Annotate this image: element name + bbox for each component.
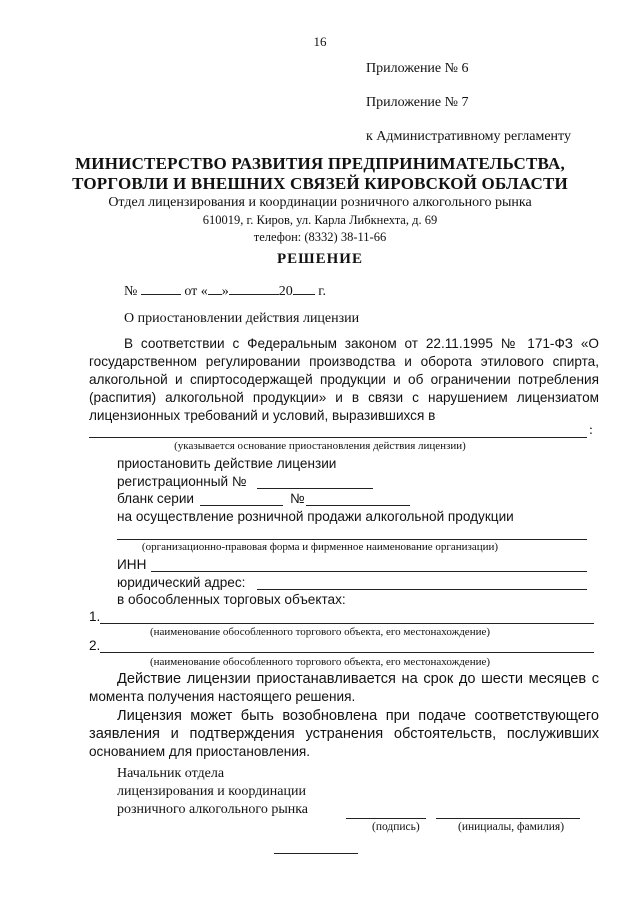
caption-basis: (указывается основание приостановления действия лицензии) (174, 440, 466, 452)
renew-line3: основанием для приостановления. (89, 744, 311, 759)
inn-label: ИНН (117, 557, 147, 572)
legal-address-label: юридический адрес: (117, 575, 246, 590)
department-name: Отдел лицензирования и координации розничного алкогольного рынка (108, 195, 532, 210)
date-from-label: от « (184, 284, 208, 299)
organization-blank-line[interactable] (117, 539, 587, 540)
reg-number-label: регистрационный № (117, 474, 247, 489)
signature-title-line2: лицензирования и координации (117, 784, 306, 799)
blank-number-blank[interactable] (306, 505, 410, 506)
separate-objects-label: в обособленных торговых объектах: (117, 592, 346, 607)
signature-title-line3: розничного алкогольного рынка (117, 802, 309, 817)
page-number: 16 (313, 34, 327, 49)
para1-line5: лицензионных требований и условий, выразившихся в (89, 408, 436, 423)
annex-7-label: Приложение № 7 (366, 95, 469, 110)
annex-6-label: Приложение № 6 (366, 61, 469, 76)
para1-line2: государственном регулировании производства и оборота этилового спирта, (89, 354, 599, 369)
day-blank[interactable] (208, 282, 222, 295)
annex-reference: к Административному регламенту (366, 129, 571, 144)
number-sign: № (124, 284, 138, 299)
renew-line1: Лицензия может быть возобновлена при подаче соответствующего (117, 708, 599, 724)
blank-series-label: бланк серии (117, 491, 195, 506)
object-item-2-number: 2. (89, 638, 101, 653)
signature-title-line1: Начальник отдела (117, 766, 225, 781)
retail-sale-text: на осуществление розничной продажи алкогольной продукции (117, 509, 514, 524)
signature-blank[interactable] (346, 818, 426, 819)
suspend-license-text: приостановить действие лицензии (117, 456, 337, 471)
series-blank[interactable] (200, 505, 283, 506)
basis-blank-line[interactable] (89, 437, 587, 438)
year-blank[interactable] (293, 282, 315, 295)
renew-line2: заявления и подтверждения устранения обстоятельств, послуживших (89, 726, 599, 742)
decision-title: РЕШЕНИЕ (277, 251, 363, 267)
inn-blank[interactable] (151, 571, 587, 572)
object-item-2-blank[interactable] (100, 652, 594, 653)
term-line1: Действие лицензии приостанавливается на срок до шести месяцев с (117, 671, 599, 687)
object-item-1-blank[interactable] (100, 623, 594, 624)
name-blank[interactable] (436, 818, 580, 819)
ministry-title-line1: МИНИСТЕРСТВО РАЗВИТИЯ ПРЕДПРИНИМАТЕЛЬСТВА, (75, 154, 565, 173)
bottom-separator (274, 853, 358, 854)
caption-organization: (организационно-правовая форма и фирменное наименование организации) (141, 541, 499, 553)
year-prefix: 20 (278, 284, 293, 299)
caption-object-2: (наименование обособленного торгового объекта, его местонахождение) (149, 656, 491, 668)
ministry-title-line2: ТОРГОВЛИ И ВНЕШНИХ СВЯЗЕЙ КИРОВСКОЙ ОБЛАСТИ (72, 174, 568, 193)
para1-line1: В соответствии с Федеральным законом от 22.11.1995 № 171-ФЗ «О (124, 336, 599, 351)
para1-line3: алкогольной и спиртосодержащей продукции и об ограничении потребления (89, 372, 599, 387)
month-blank[interactable] (229, 282, 279, 295)
legal-address-blank[interactable] (257, 589, 587, 590)
number-blank[interactable] (141, 282, 181, 295)
object-item-1-number: 1. (89, 609, 101, 624)
para1-line4: (распития) алкогольной продукции» и в связи с нарушением лицензиатом (89, 390, 599, 405)
caption-signature: (подпись) (372, 821, 420, 833)
blank-number-sign: № (290, 491, 305, 506)
reg-number-blank[interactable] (257, 488, 373, 489)
caption-initials-surname: (инициалы, фамилия) (458, 821, 565, 833)
date-mid-quote: » (221, 284, 229, 299)
term-line2: момента получения настоящего решения. (89, 689, 356, 704)
decision-number-date (124, 282, 326, 300)
ministry-phone: телефон: (8332) 38-11-66 (253, 230, 387, 244)
year-suffix: г. (318, 284, 326, 299)
caption-object-1: (наименование обособленного торгового объекта, его местонахождение) (149, 626, 491, 638)
ministry-address: 610019, г. Киров, ул. Карла Либкнехта, д. 69 (202, 213, 438, 227)
basis-colon: : (589, 423, 593, 438)
decision-subject: О приостановлении действия лицензии (124, 311, 360, 326)
